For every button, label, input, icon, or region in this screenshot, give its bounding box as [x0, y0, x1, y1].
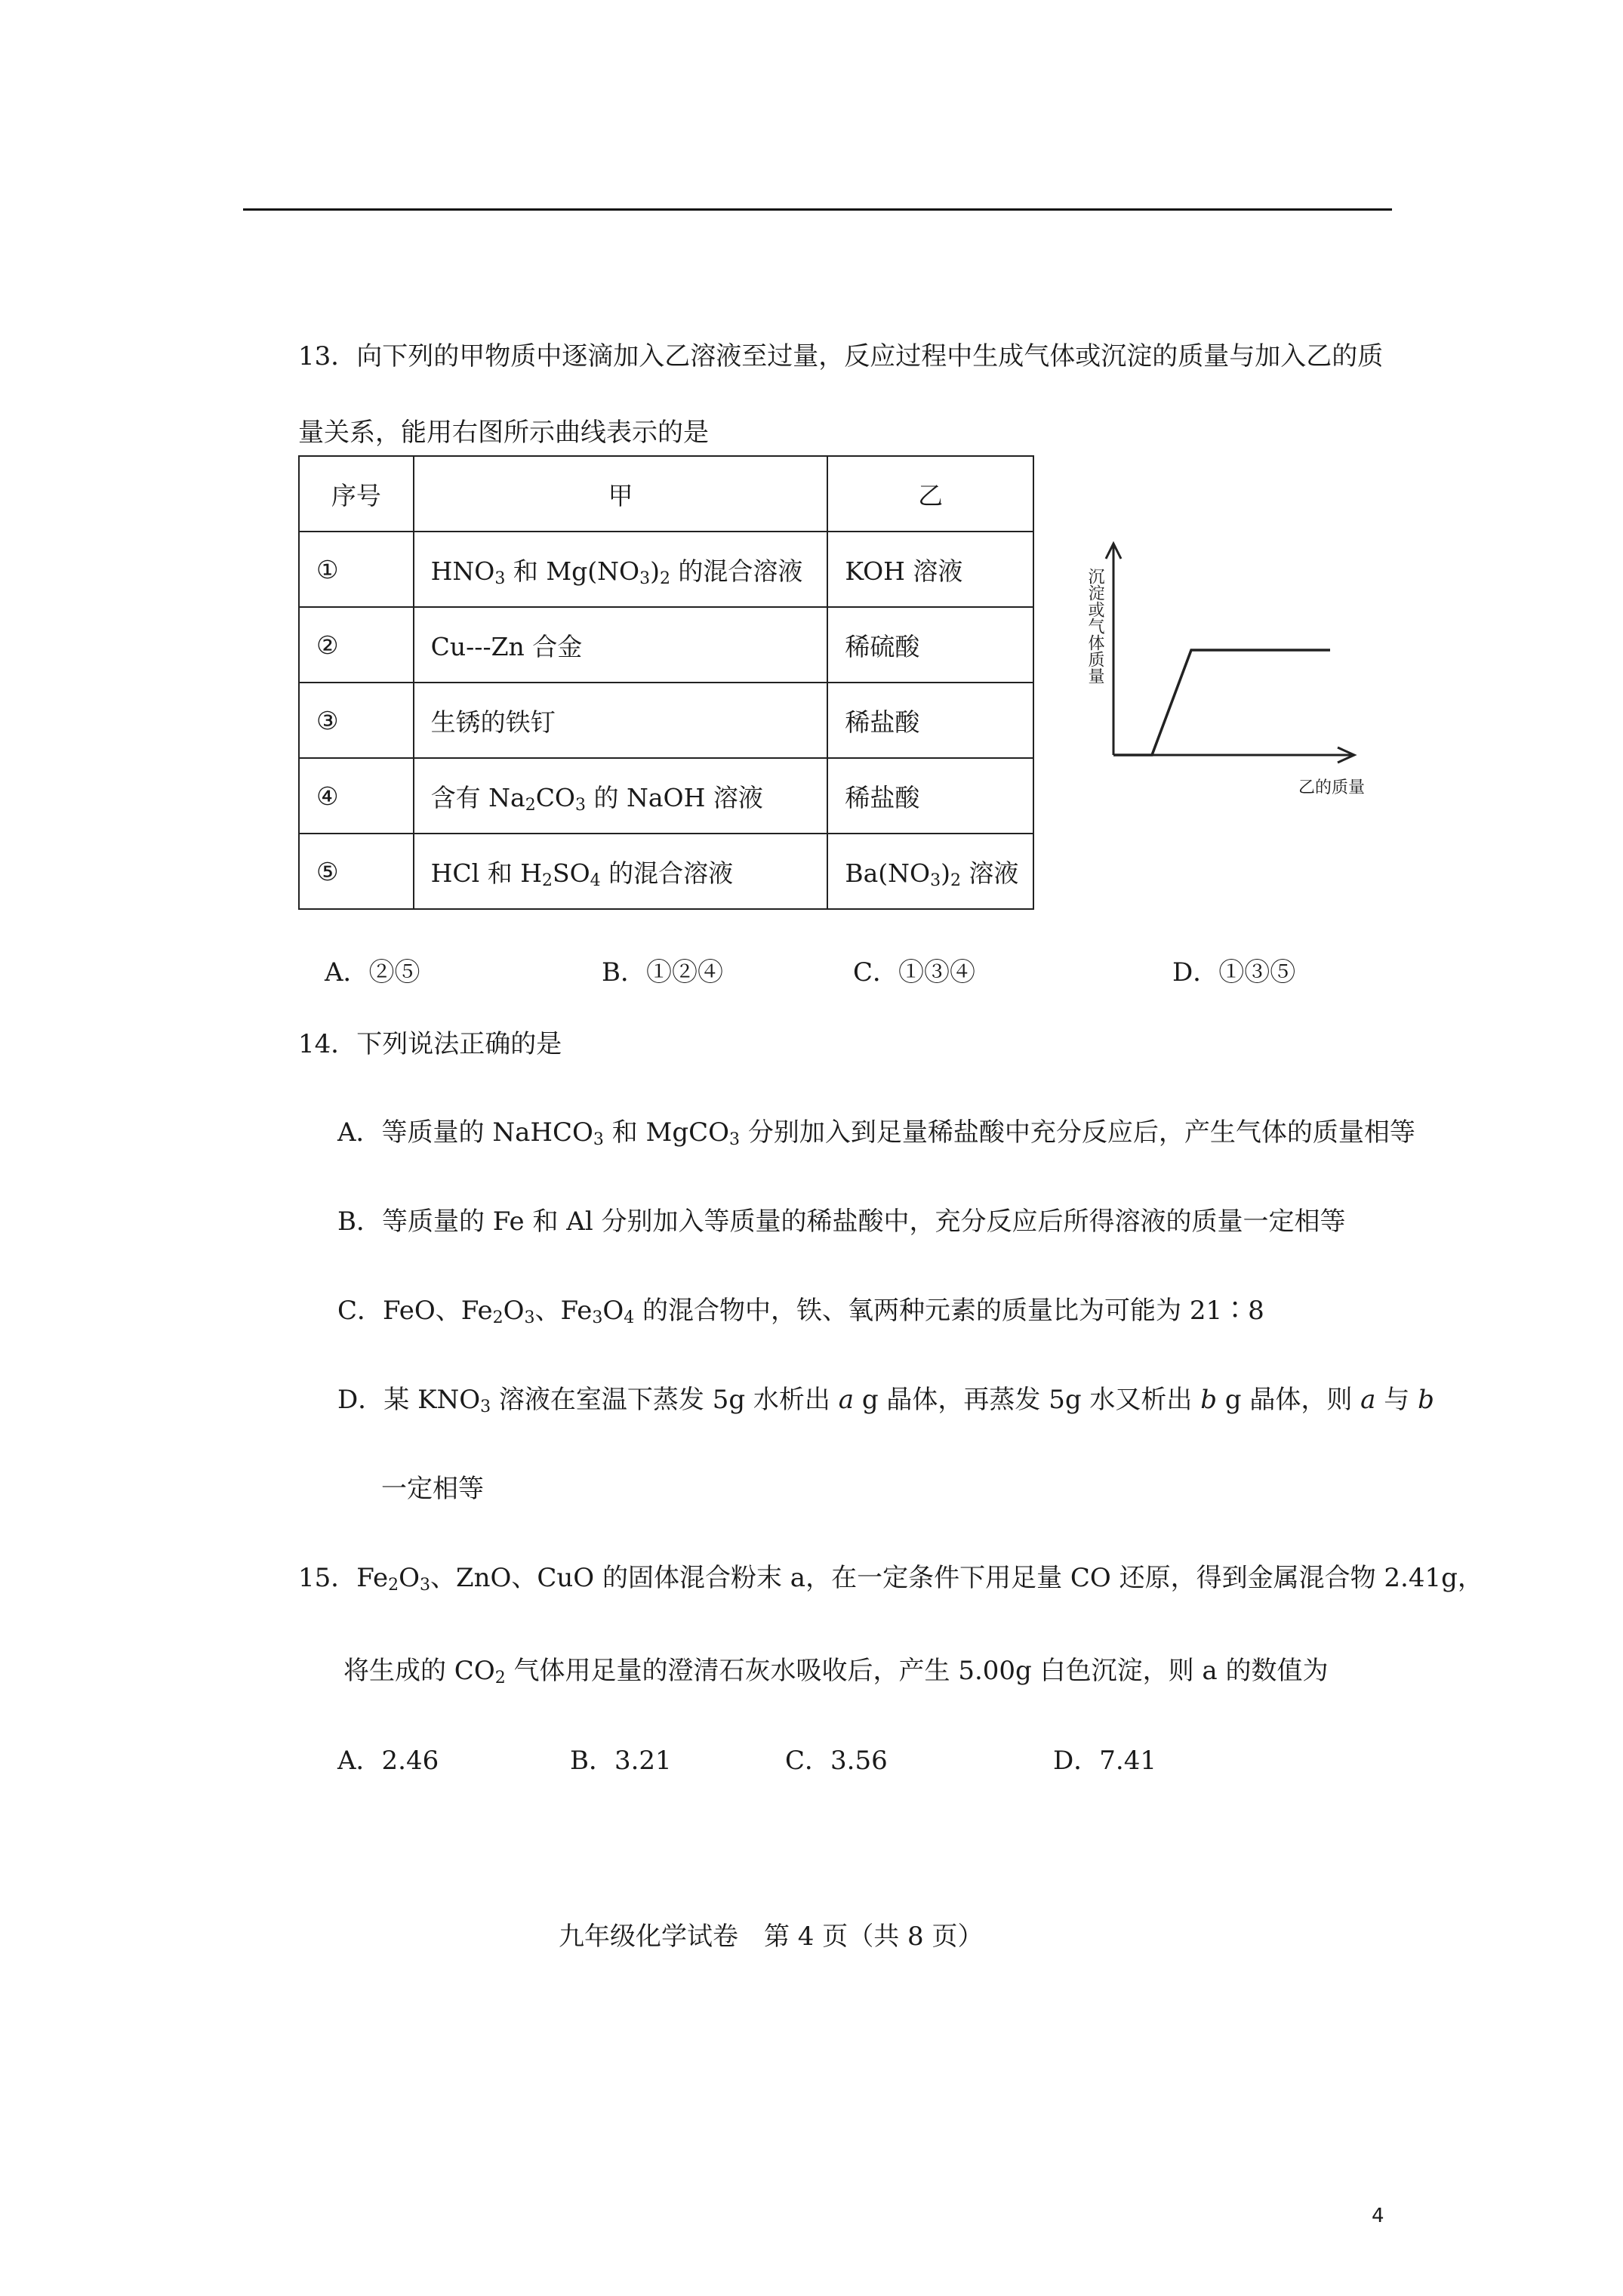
- row-yi: 稀硫酸: [827, 607, 1033, 683]
- q15-stem-line1: 15．$Fe_2O_3$、ZnO、CuO 的固体混合粉末 a，在一定条件下用足量 CO 还原，得到金属混合物 2.41g，: [298, 1563, 1483, 1595]
- table-row: [299, 834, 1033, 909]
- q15-option-a: A．2.46: [337, 1746, 439, 1776]
- row-no: ③: [299, 683, 414, 758]
- row-no: ①: [299, 532, 414, 607]
- q14-stem: 14．下列说法正确的是: [298, 1029, 562, 1059]
- q14-option-b: B．等质量的 Fe 和 Al 分别加入等质量的稀盐酸中，充分反应后所得溶液的质量一定相等: [337, 1207, 1346, 1237]
- q14-option-d-line2: 一定相等: [381, 1474, 484, 1504]
- table-row: [299, 532, 1033, 607]
- q15-option-b: B．3.21: [570, 1746, 672, 1776]
- row-no: ④: [299, 758, 414, 834]
- header-no: 序号: [299, 456, 414, 532]
- table-row: [299, 607, 1033, 683]
- q14-option-a: A．等质量的 NaHCO$_3$ 和 MgCO$_3$ 分别加入到足量稀盐酸中充分反应后，产生气体的质量相等: [337, 1117, 1415, 1149]
- q15-option-d: D．7.41: [1053, 1746, 1156, 1776]
- q13-option-c: C．①③④: [853, 957, 976, 988]
- q13-stem-line2: 量关系，能用右图所示曲线表示的是: [298, 418, 709, 448]
- header-yi: 乙: [827, 456, 1033, 532]
- q13-stem-line1: 13．向下列的甲物质中逐滴加入乙溶液至过量，反应过程中生成气体或沉淀的质量与加入乙的质: [298, 341, 1384, 371]
- table-row: [299, 683, 1033, 758]
- q15-option-c: C．3.56: [785, 1746, 888, 1776]
- row-jia: 生锈的铁钉: [414, 683, 828, 758]
- q13-graph: [1072, 529, 1389, 800]
- q14-option-d-line1: D．某 $KNO_3$ 溶液在室温下蒸发 5g 水析出 a g 晶体，再蒸发 5g 水又析出 b g 晶体，则 a 与 b: [337, 1385, 1434, 1416]
- table-header-row: [299, 456, 1033, 532]
- row-yi: $Ba(NO_3)_2$ 溶液: [827, 834, 1033, 909]
- q15-stem-line2: 将生成的 $CO_2$ 气体用足量的澄清石灰水吸收后，产生 5.00g 白色沉淀，则 a 的数值为: [343, 1656, 1329, 1687]
- row-no: ②: [299, 607, 414, 683]
- q14-option-c: C．FeO、$Fe_2O_3$、$Fe_3O_4$ 的混合物中，铁、氧两种元素的质量比为可能为 21∶8: [337, 1296, 1264, 1327]
- curve-line: [1113, 650, 1330, 755]
- header-jia: 甲: [414, 456, 828, 532]
- page-number: 4: [1372, 2205, 1384, 2227]
- row-jia: HCl 和 $H_2SO_4$ 的混合溶液: [414, 834, 828, 909]
- row-jia: 含有 $Na_2CO_3$ 的 NaOH 溶液: [414, 758, 828, 834]
- row-jia: Cu---Zn 合金: [414, 607, 828, 683]
- q13-option-a: A．②⑤: [325, 957, 420, 988]
- q13-table: [298, 455, 1034, 910]
- row-jia: $HNO_3$ 和 $Mg(NO_3)_2$ 的混合溶液: [414, 532, 828, 607]
- page-footer: 九年级化学试卷 第 4 页（共 8 页）: [559, 1922, 984, 1952]
- row-yi: KOH 溶液: [827, 532, 1033, 607]
- table-row: [299, 758, 1033, 834]
- row-no: ⑤: [299, 834, 414, 909]
- header-rule: [243, 208, 1392, 211]
- graph-x-label: 乙的质量: [1298, 778, 1366, 797]
- graph-y-label: 沉淀或气体质量: [1086, 568, 1104, 684]
- row-yi: 稀盐酸: [827, 758, 1033, 834]
- row-yi: 稀盐酸: [827, 683, 1033, 758]
- q13-option-d: D．①③⑤: [1172, 957, 1296, 988]
- q13-option-b: B．①②④: [602, 957, 723, 988]
